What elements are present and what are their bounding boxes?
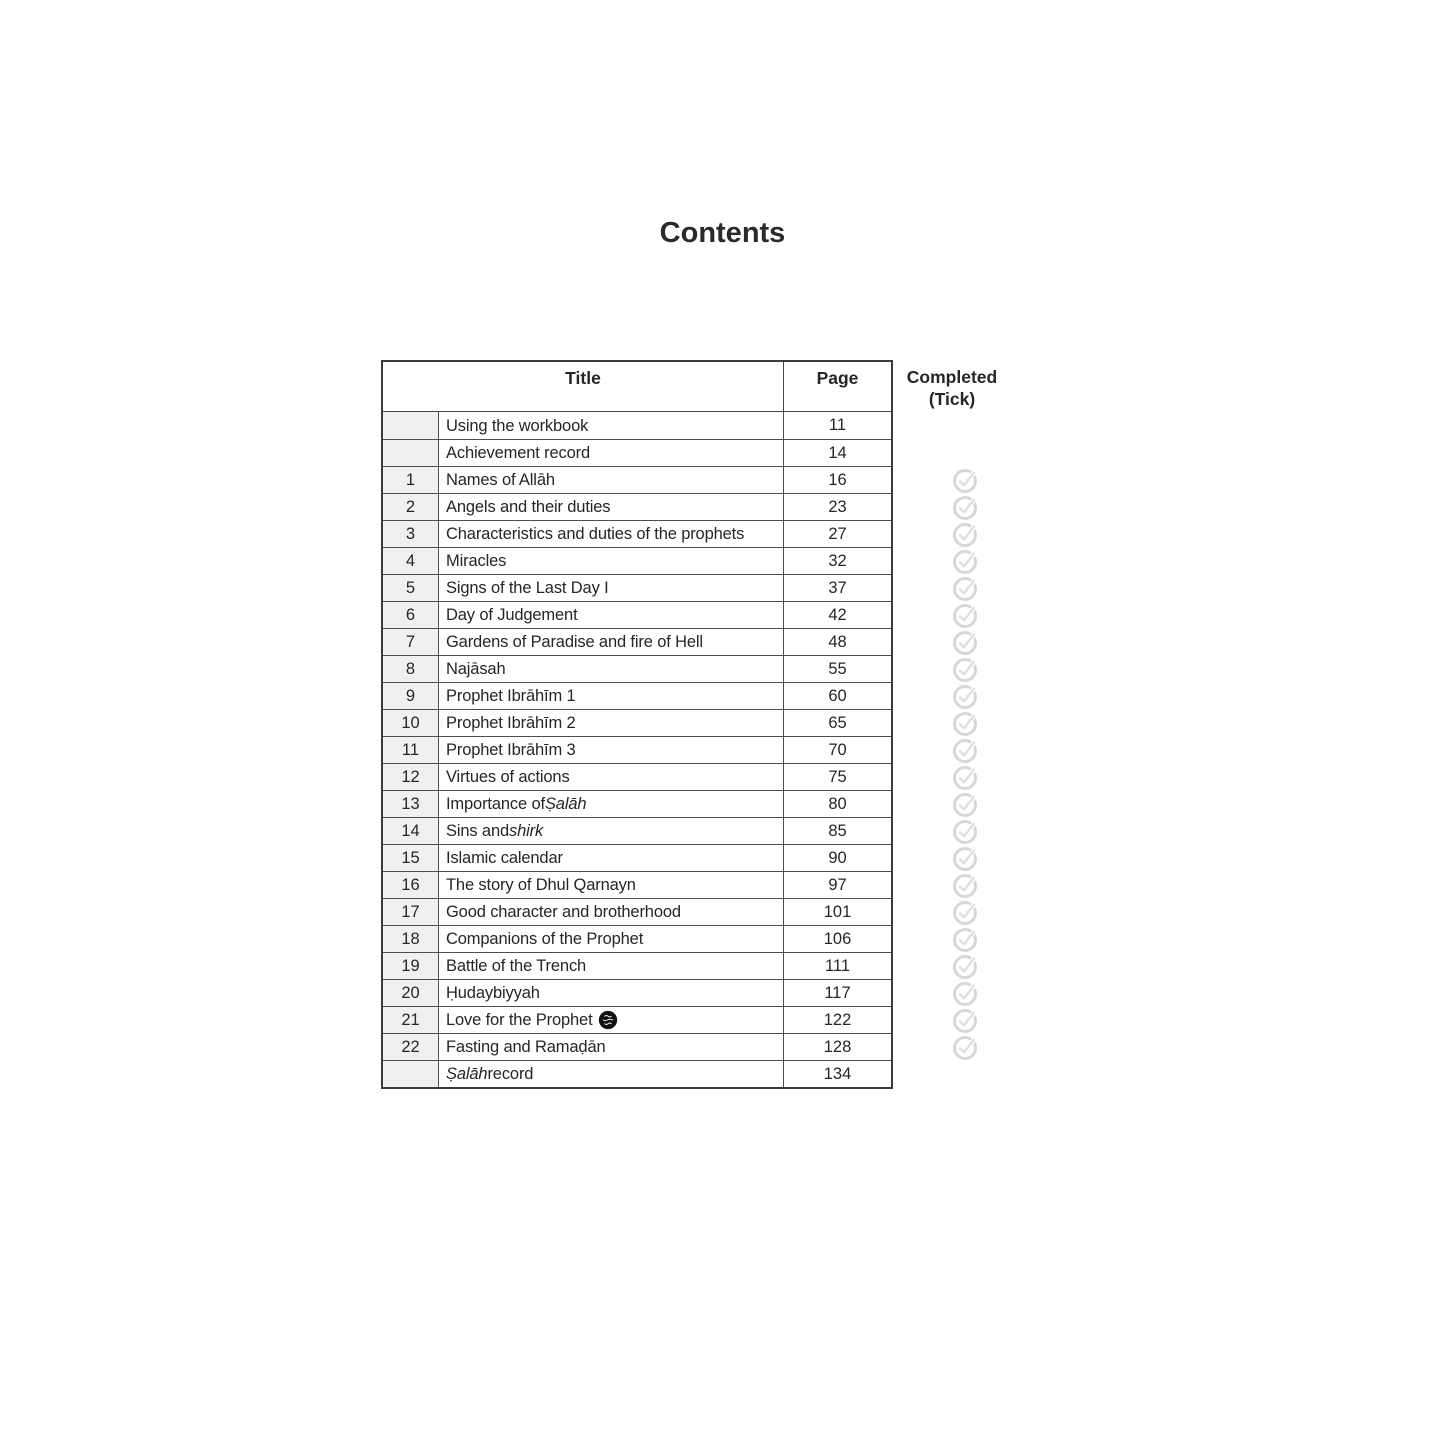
row-title-text: Day of Judgement xyxy=(446,606,578,624)
tick-slot xyxy=(951,791,978,818)
tick-circle-icon xyxy=(952,873,978,899)
row-number-cell xyxy=(383,412,439,439)
row-number-cell: 5 xyxy=(383,575,439,601)
row-page-cell: 128 xyxy=(823,1038,852,1056)
row-number-cell: 13 xyxy=(383,791,439,817)
row-number-cell: 22 xyxy=(383,1034,439,1060)
toc-row xyxy=(383,736,891,763)
row-title-cell xyxy=(439,764,784,790)
row-title-cell xyxy=(439,899,784,925)
toc-row xyxy=(383,412,891,439)
tick-circle-icon xyxy=(952,738,978,764)
tick-circle-icon xyxy=(952,927,978,953)
row-title-cell xyxy=(439,818,784,844)
row-title-text: shirk xyxy=(509,822,544,840)
tick-circle-icon xyxy=(952,900,978,926)
toc-row xyxy=(383,952,891,979)
tick-slot xyxy=(951,683,978,710)
row-page-cell: 37 xyxy=(828,579,847,597)
row-title-text: Ṣalāh xyxy=(446,1065,488,1083)
row-title-cell xyxy=(439,575,784,601)
table-header-row xyxy=(383,362,891,412)
row-title-text: Ṣalāh xyxy=(544,795,587,813)
row-number-cell: 14 xyxy=(383,818,439,844)
row-page-cell: 134 xyxy=(823,1065,852,1083)
toc-row xyxy=(383,520,891,547)
tick-slot xyxy=(951,872,978,899)
row-number-cell: 3 xyxy=(383,521,439,547)
tick-slot xyxy=(951,1061,978,1088)
tick-circle-icon xyxy=(952,765,978,791)
tick-circle-icon xyxy=(952,603,978,629)
tick-slot xyxy=(951,521,978,548)
tick-circle-icon xyxy=(952,981,978,1007)
row-title-cell xyxy=(439,548,784,574)
row-title-cell xyxy=(439,1061,784,1087)
row-page-cell: 106 xyxy=(823,930,852,948)
row-number-cell: 9 xyxy=(383,683,439,709)
row-title-cell xyxy=(439,1007,784,1033)
row-page-cell: 60 xyxy=(828,687,847,705)
toc-row xyxy=(383,979,891,1006)
tick-slot xyxy=(951,899,978,926)
tick-circle-icon xyxy=(952,576,978,602)
row-title-text: Names of Allāh xyxy=(446,471,555,489)
toc-row xyxy=(383,466,891,493)
tick-circle-icon xyxy=(952,630,978,656)
row-page-cell: 32 xyxy=(828,552,847,570)
row-page-cell: 42 xyxy=(828,606,847,624)
row-title-cell xyxy=(439,656,784,682)
row-page-cell: 117 xyxy=(824,984,851,1002)
toc-row xyxy=(383,682,891,709)
row-number-cell: 15 xyxy=(383,845,439,871)
tick-slot xyxy=(951,602,978,629)
row-title-cell xyxy=(439,602,784,628)
tick-slot xyxy=(951,494,978,521)
prophet-honorific-seal-icon xyxy=(598,1010,618,1030)
row-title-cell xyxy=(439,791,784,817)
row-title-cell xyxy=(439,980,784,1006)
row-page-cell: 70 xyxy=(828,741,847,759)
toc-row xyxy=(383,709,891,736)
row-number-cell: 2 xyxy=(383,494,439,520)
row-title-text: Virtues of actions xyxy=(446,768,570,786)
tick-slot xyxy=(951,656,978,683)
toc-row xyxy=(383,628,891,655)
toc-row xyxy=(383,1060,891,1087)
title-column-header: Title xyxy=(383,362,784,411)
row-title-cell xyxy=(439,412,784,439)
row-title-text: Sins and xyxy=(446,822,510,840)
tick-slot xyxy=(951,926,978,953)
row-title-text: Fasting and Ramaḍān xyxy=(446,1038,606,1056)
tick-slot xyxy=(951,845,978,872)
toc-row xyxy=(383,871,891,898)
tick-slot xyxy=(951,413,978,440)
tick-slot xyxy=(951,1034,978,1061)
tick-slot xyxy=(951,980,978,1007)
row-page-cell: 14 xyxy=(828,444,847,462)
row-title-text: The story of Dhul Qarnayn xyxy=(446,876,636,894)
row-page-cell: 97 xyxy=(828,876,847,894)
row-title-text: Signs of the Last Day I xyxy=(446,579,609,597)
row-number-cell: 8 xyxy=(383,656,439,682)
row-page-cell: 23 xyxy=(828,498,847,516)
row-title-text: Using the workbook xyxy=(446,416,589,435)
row-number-cell: 17 xyxy=(383,899,439,925)
row-number-cell: 6 xyxy=(383,602,439,628)
row-number-cell: 19 xyxy=(383,953,439,979)
row-title-text: Prophet Ibrāhīm 1 xyxy=(446,687,576,705)
row-title-text: Love for the Prophet xyxy=(446,1011,593,1029)
row-title-cell xyxy=(439,737,784,763)
toc-row xyxy=(383,547,891,574)
row-number-cell: 12 xyxy=(383,764,439,790)
row-title-text: Prophet Ibrāhīm 2 xyxy=(446,714,576,732)
toc-row xyxy=(383,1033,891,1060)
tick-circle-icon xyxy=(952,1008,978,1034)
row-title-cell xyxy=(439,467,784,493)
row-page-cell: 55 xyxy=(828,660,847,678)
row-number-cell xyxy=(383,440,439,466)
tick-slot xyxy=(951,764,978,791)
row-title-cell xyxy=(439,872,784,898)
tick-slot xyxy=(951,575,978,602)
row-title-text: Prophet Ibrāhīm 3 xyxy=(446,741,576,759)
toc-row xyxy=(383,655,891,682)
toc-row xyxy=(383,790,891,817)
row-title-text: Achievement record xyxy=(446,444,591,462)
toc-body xyxy=(383,412,891,1087)
row-title-cell xyxy=(439,440,784,466)
tick-slot xyxy=(951,710,978,737)
tick-column xyxy=(951,413,978,1088)
row-number-cell: 16 xyxy=(383,872,439,898)
row-page-cell: 65 xyxy=(828,714,847,732)
tick-slot xyxy=(951,467,978,494)
row-number-cell: 20 xyxy=(383,980,439,1006)
row-number-cell: 21 xyxy=(383,1007,439,1033)
tick-circle-icon xyxy=(952,954,978,980)
row-title-cell xyxy=(439,926,784,952)
tick-slot xyxy=(951,548,978,575)
row-title-text: Ḥudaybiyyah xyxy=(446,984,540,1002)
tick-slot xyxy=(951,818,978,845)
row-title-text: Battle of the Trench xyxy=(446,957,587,975)
tick-slot xyxy=(951,737,978,764)
completed-label-line1: Completed xyxy=(906,367,998,387)
row-page-cell: 75 xyxy=(828,768,847,786)
row-title-text: Characteristics and duties of the prophets xyxy=(446,525,745,543)
tick-circle-icon xyxy=(952,684,978,710)
row-title-text: Companions of the Prophet xyxy=(446,930,644,948)
row-title-text: Gardens of Paradise and fire of Hell xyxy=(446,633,703,651)
row-title-cell xyxy=(439,629,784,655)
tick-circle-icon xyxy=(952,819,978,845)
toc-row xyxy=(383,601,891,628)
tick-circle-icon xyxy=(952,792,978,818)
page-column-header: Page xyxy=(816,368,859,388)
row-page-cell: 11 xyxy=(828,416,847,434)
row-page-cell: 90 xyxy=(828,849,847,867)
tick-circle-icon xyxy=(952,549,978,575)
row-title-cell xyxy=(439,494,784,520)
tick-circle-icon xyxy=(952,657,978,683)
row-page-cell: 27 xyxy=(828,525,847,543)
row-title-cell xyxy=(439,845,784,871)
row-page-cell: 85 xyxy=(828,822,847,840)
toc-row xyxy=(383,898,891,925)
page-title: Contents xyxy=(659,217,786,249)
row-title-text: record xyxy=(487,1065,534,1083)
toc-row xyxy=(383,1006,891,1033)
toc-row xyxy=(383,574,891,601)
row-number-cell: 11 xyxy=(383,737,439,763)
row-number-cell: 4 xyxy=(383,548,439,574)
tick-circle-icon xyxy=(952,495,978,521)
row-title-cell xyxy=(439,710,784,736)
tick-circle-icon xyxy=(952,711,978,737)
row-title-cell xyxy=(439,953,784,979)
row-page-cell: 101 xyxy=(823,903,852,921)
tick-circle-icon xyxy=(952,468,978,494)
toc-row xyxy=(383,493,891,520)
tick-circle-icon xyxy=(952,1035,978,1061)
tick-slot xyxy=(951,953,978,980)
row-page-cell: 16 xyxy=(828,471,847,489)
row-page-cell: 48 xyxy=(828,633,847,651)
row-title-cell xyxy=(439,683,784,709)
row-title-text: Miracles xyxy=(446,552,507,570)
completed-label-line2: (Tick) xyxy=(928,389,976,409)
tick-circle-icon xyxy=(952,846,978,872)
toc-row xyxy=(383,763,891,790)
toc-row xyxy=(383,817,891,844)
row-page-cell: 80 xyxy=(828,795,847,813)
toc-row xyxy=(383,439,891,466)
row-title-cell xyxy=(439,1034,784,1060)
row-title-text: Islamic calendar xyxy=(446,849,563,867)
row-number-cell: 1 xyxy=(383,467,439,493)
tick-slot xyxy=(951,629,978,656)
tick-circle-icon xyxy=(952,522,978,548)
toc-row xyxy=(383,925,891,952)
row-page-cell: 122 xyxy=(823,1011,852,1029)
row-number-cell: 10 xyxy=(383,710,439,736)
row-number-cell: 18 xyxy=(383,926,439,952)
tick-slot xyxy=(951,440,978,467)
row-number-cell xyxy=(383,1061,439,1087)
row-title-cell xyxy=(439,521,784,547)
row-title-text: Good character and brotherhood xyxy=(446,903,681,921)
row-number-cell: 7 xyxy=(383,629,439,655)
completed-tick-label xyxy=(896,366,1008,410)
row-title-text: Importance of xyxy=(446,795,545,813)
toc-row xyxy=(383,844,891,871)
row-title-text: Angels and their duties xyxy=(446,498,611,516)
contents-table xyxy=(381,360,893,1089)
tick-slot xyxy=(951,1007,978,1034)
row-title-text: Najāsah xyxy=(446,660,506,678)
row-page-cell: 111 xyxy=(824,957,851,975)
